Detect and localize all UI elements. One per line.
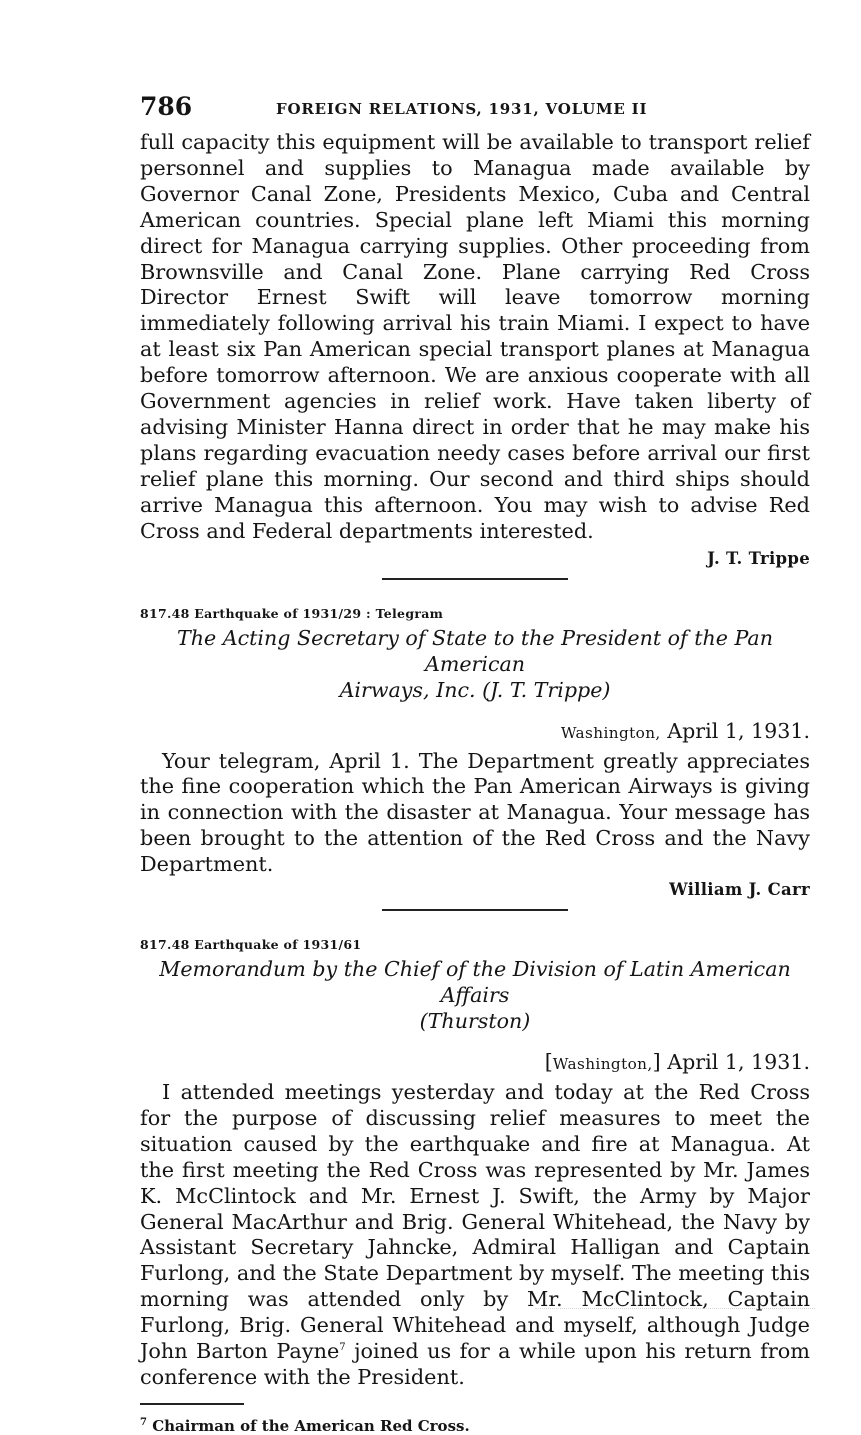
page-number: 786	[140, 92, 193, 121]
title-line: Airways, Inc. (J. T. Trippe)	[339, 677, 611, 702]
title-line: (Thurston)	[419, 1009, 531, 1034]
document-title	[140, 625, 810, 703]
telegram-body: Your telegram, April 1. The Department greatly appreciates the fine cooperation which the Pan American Airways is giving in connection with the disaster at Managua. Your message has been brought to the attention of the Red Cross and the Navy Department.	[140, 748, 810, 877]
dateline-bracket: [	[544, 1050, 553, 1075]
signature-trippe-text: J. T. Trippe	[707, 548, 810, 568]
memorandum-text: I attended meetings yesterday and today at the Red Cross for the purpose of discussing relief measures to meet the situation caused by the earthquake and fire at Managua. At the first meeting the Red Cross was represented by Mr. James K. McClintock and Mr. Ernest J. Swift, the Army by Major General MacArthur and Brig. General Whitehead, the Navy by Assistant Secretary Jahncke, Admiral Halligan and Captain Furlong, and the State Department by myself. The meeting this morning was attended only by Mr. McClintock, Captain Furlong, Brig. General Whitehead and myself, although Judge John Barton Payne	[140, 1080, 810, 1364]
file-reference: 817.48 Earthquake of 1931/61	[140, 937, 362, 953]
signature-trippe	[140, 549, 810, 568]
page-header	[140, 92, 810, 130]
memorandum-body	[140, 1080, 810, 1391]
dateline	[140, 1050, 810, 1074]
footnote-number: 7	[140, 1416, 147, 1428]
footnote	[140, 1417, 810, 1435]
memorandum-text: joined us for a while upon his return from conference with the President.	[140, 1339, 810, 1389]
telegram-body-continued: full capacity this equipment will be available to transport relief personnel and supplies to Managua made available by Governor Canal Zone, Presidents Mexico, Cuba and Central American countries. Special plane left Miami this morning direct for Managua carrying supplies. Other proceeding from Brownsville and Canal Zone. Plane carrying Red Cross Director Ernest Swift will leave tomorrow morning immediately following arrival his train Miami. I expect to have at least six Pan American special transport planes at Managua before tomorrow afternoon. We are anxious cooperate with all Government agencies in relief work. Have taken liberty of advising Minister Hanna direct in order that he may make his plans regarding evacuation needy cases before arrival our first relief plane this morning. Our second and third ships should arrive Managua this afternoon. You may wish to advise Red Cross and Federal departments interested.	[140, 130, 810, 543]
running-head: FOREIGN RELATIONS, 1931, VOLUME II	[276, 100, 648, 118]
dateline-date: April 1, 1931.	[667, 1050, 810, 1075]
document-page	[140, 92, 810, 1435]
document-title	[140, 956, 810, 1034]
title-line: The Acting Secretary of State to the President of the Pan American	[177, 625, 773, 676]
section-divider	[382, 909, 568, 911]
footnote-marker: 7	[339, 1342, 346, 1354]
signature-carr	[140, 880, 810, 899]
dateline-city: Washington,	[560, 723, 661, 742]
signature-carr-text: William J. Carr	[669, 880, 810, 900]
title-line: Memorandum by the Chief of the Division of Latin American Affairs	[159, 957, 791, 1008]
dateline-bracket: ]	[652, 1050, 661, 1075]
footnote-divider	[140, 1403, 244, 1405]
section-divider	[382, 578, 568, 580]
dateline-city: Washington,	[552, 1055, 653, 1074]
dateline	[140, 719, 810, 743]
footnote-text: Chairman of the American Red Cross.	[152, 1416, 470, 1435]
dateline-date: April 1, 1931.	[667, 718, 810, 743]
scan-speckles	[535, 1302, 815, 1309]
file-reference: 817.48 Earthquake of 1931/29 : Telegram	[140, 605, 444, 621]
